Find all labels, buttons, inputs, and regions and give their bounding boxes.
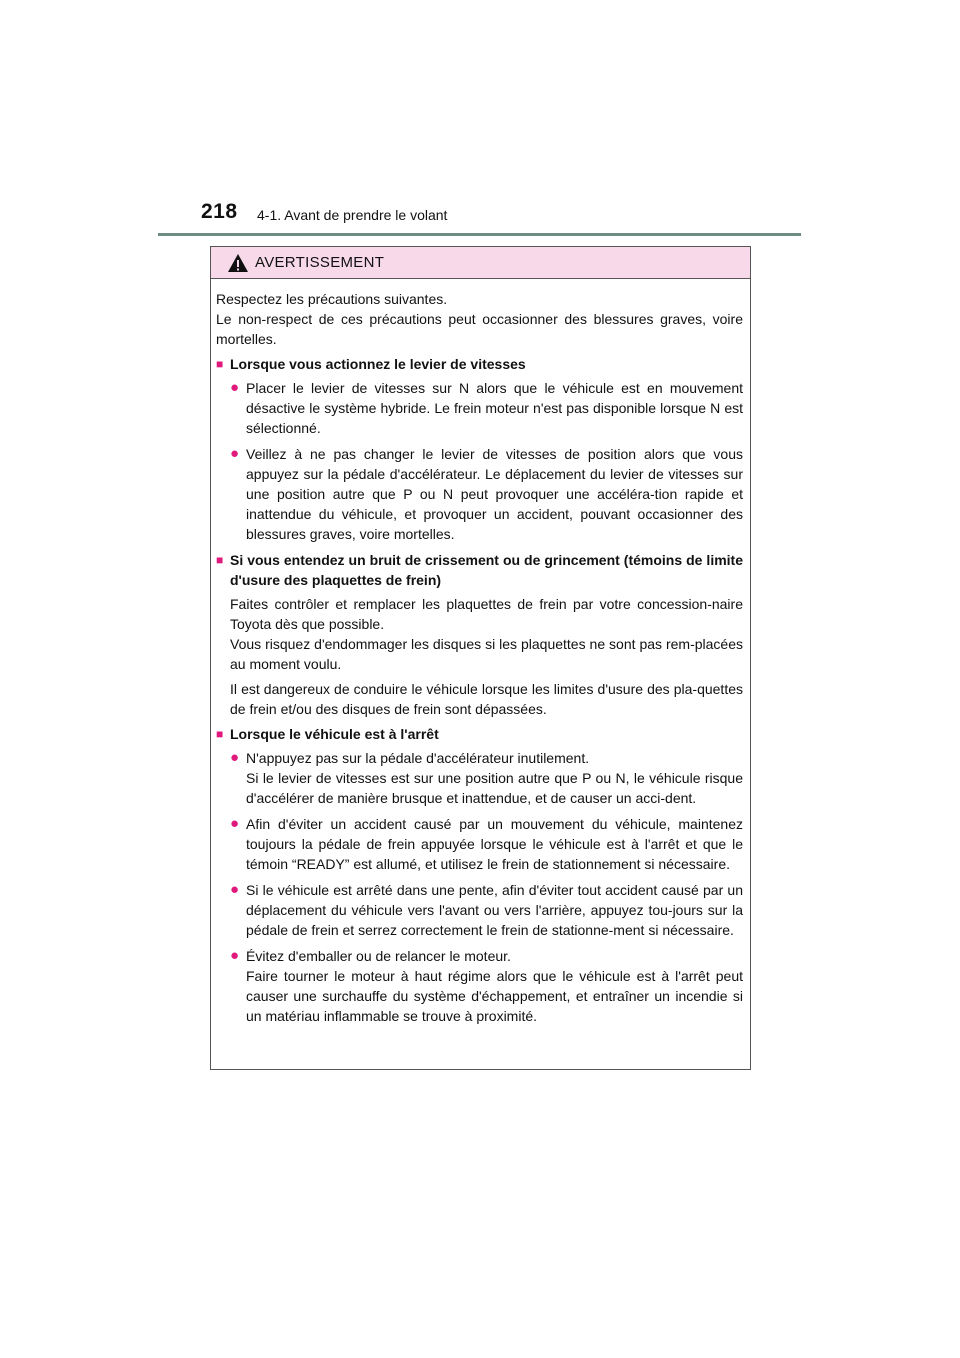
bullet-item	[230, 378, 743, 438]
warning-body	[211, 279, 750, 1026]
section-heading-text: Lorsque vous actionnez le levier de vitesses	[230, 356, 526, 372]
section-heading	[216, 724, 743, 744]
bullet-line: Si le véhicule est arrêté dans une pente, afin d'éviter tout accident causé par un déplacement du véhicule vers l'avant ou vers l'arrière, appuyez tou-jours sur la pédale de frein et serrez correctement le frein de stationne-ment si nécessaire.	[246, 882, 743, 938]
bullet-line: Évitez d'emballer ou de relancer le moteur.	[246, 948, 511, 964]
bullet-line: Veillez à ne pas changer le levier de vitesses de position alors que vous appuyez sur la pédale d'accélérateur. Le déplacement du levier de vitesses sur une position autre que P ou N peut provoquer une accéléra-tion rapide et inattendue du véhicule, et provoquer un accident, pouvant occasionner des blessures graves, voire mortelles.	[246, 446, 743, 542]
section-body	[216, 378, 743, 544]
section-body	[216, 748, 743, 1026]
section-paragraph	[230, 594, 743, 674]
section-heading	[216, 550, 743, 590]
bullet-text	[246, 880, 743, 940]
bullet-text	[246, 748, 743, 808]
round-bullet-icon: ●	[230, 749, 240, 766]
bullet-text	[246, 946, 743, 1026]
paragraph-line: Il est dangereux de conduire le véhicule lorsque les limites d'usure des pla-quettes de frein et/ou des disques de frein sont dépassées.	[230, 681, 743, 717]
bullet-item	[230, 814, 743, 874]
warning-header	[211, 247, 750, 279]
round-bullet-icon: ●	[230, 379, 240, 396]
section-heading-text: Lorsque le véhicule est à l'arrêt	[230, 726, 439, 742]
round-bullet-icon: ●	[230, 815, 240, 832]
round-bullet-icon: ●	[230, 445, 240, 462]
bullet-item	[230, 748, 743, 808]
intro-line: Le non-respect de ces précautions peut occasionner des blessures graves, voire mortelles.	[216, 311, 743, 347]
paragraph-line: Vous risquez d'endommager les disques si les plaquettes ne sont pas rem-placées au moment voulu.	[230, 636, 743, 672]
bullet-item	[230, 880, 743, 940]
section-title: 4-1. Avant de prendre le volant	[257, 207, 448, 223]
intro-line: Respectez les précautions suivantes.	[216, 291, 448, 307]
header-rule	[158, 233, 801, 236]
section-body	[216, 594, 743, 719]
bullet-line: Faire tourner le moteur à haut régime alors que le véhicule est à l'arrêt peut causer une surchauffe du système d'échappement, et entraîner un incendie si un matériau inflammable se trouve à proximité.	[246, 968, 743, 1024]
paragraph-line: Faites contrôler et remplacer les plaquettes de frein par votre concession-naire Toyota dès que possible.	[230, 596, 743, 632]
bullet-line: N'appuyez pas sur la pédale d'accélérateur inutilement.	[246, 750, 590, 766]
warning-box	[210, 246, 751, 1070]
bullet-item	[230, 444, 743, 544]
bullet-text	[246, 378, 743, 438]
section-heading	[216, 354, 743, 374]
warning-triangle-icon	[227, 253, 249, 273]
square-bullet-icon: ■	[216, 553, 224, 567]
round-bullet-icon: ●	[230, 947, 240, 964]
square-bullet-icon: ■	[216, 727, 224, 741]
bullet-line: Afin d'éviter un accident causé par un mouvement du véhicule, maintenez toujours la pédale de frein appuyée lorsque le véhicule est à l'arrêt et que le témoin “READY” est allumé, et utilisez le frein de stationnement si nécessaire.	[246, 816, 743, 872]
warning-title: AVERTISSEMENT	[255, 254, 385, 271]
section-paragraph	[230, 679, 743, 719]
intro-paragraph	[216, 289, 743, 349]
page-number: 218	[201, 200, 238, 223]
square-bullet-icon: ■	[216, 357, 224, 371]
bullet-text	[246, 814, 743, 874]
bullet-line: Si le levier de vitesses est sur une position autre que P ou N, le véhicule risque d'accélérer de manière brusque et inattendue, et de causer un acci-dent.	[246, 770, 743, 806]
bullet-item	[230, 946, 743, 1026]
section-heading-text: Si vous entendez un bruit de crissement ou de grincement (témoins de limite d'usure des plaquettes de frein)	[230, 552, 743, 588]
bullet-text	[246, 444, 743, 544]
round-bullet-icon: ●	[230, 881, 240, 898]
bullet-line: Placer le levier de vitesses sur N alors que le véhicule est en mouvement désactive le système hybride. Le frein moteur n'est pas disponible lorsque N est sélectionné.	[246, 380, 743, 436]
